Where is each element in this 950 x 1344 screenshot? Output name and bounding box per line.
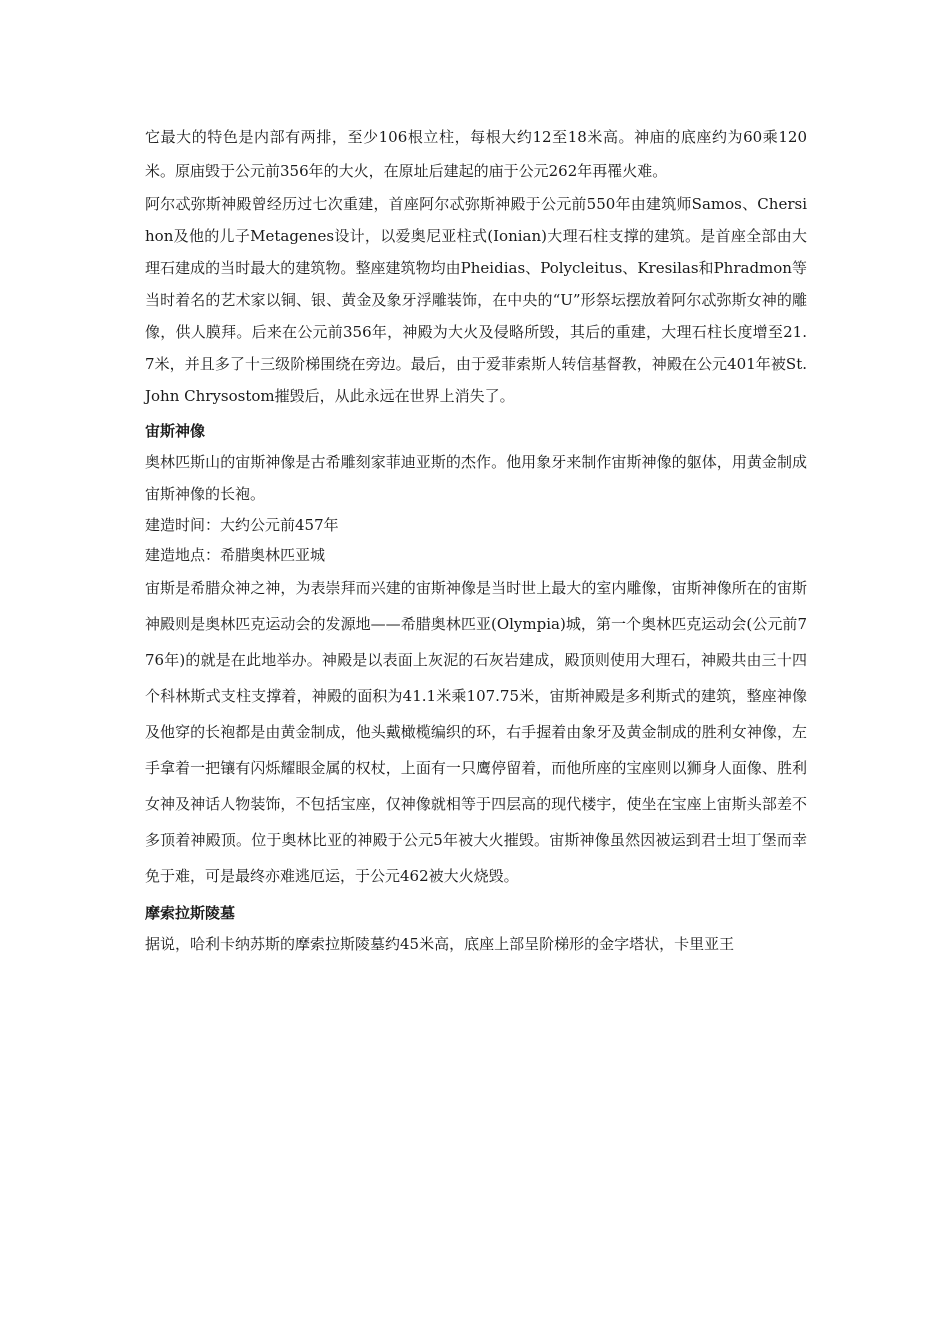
paragraph-zeus-build-place: 建造地点：希腊奥林匹亚城 — [145, 546, 326, 564]
paragraph-temple-intro: 它最大的特色是内部有两排，至少106根立柱，每根大约12至18米高。神庙的底座约为60乘120米。原庙毁于公元前356年的大火，在原址后建起的庙于公元262年再罹火难。 — [145, 128, 807, 180]
paragraph-mausoleum-intro: 据说，哈利卡纳苏斯的摩索拉斯陵墓约45米高，底座上部呈阶梯形的金字塔状，卡里亚王 — [145, 935, 735, 953]
section-heading-mausoleum: 摩索拉斯陵墓 — [145, 904, 236, 922]
paragraph-zeus-description: 宙斯是希腊众神之神，为表崇拜而兴建的宙斯神像是当时世上最大的室内雕像，宙斯神像所在的宙斯神殿则是奥林匹克运动会的发源地——希腊奥林匹亚(Olympia)城，第一个奥林匹克运动会(公元前776年)的就是在此地举办。神殿是以表面上灰泥的石灰岩建成，殿顶则使用大理石，神殿共由三十四个科林斯式支柱支撑着，神殿的面积为41.1米乘107.75米，宙斯神殿是多利斯式的建筑，整座神像及他穿的长袍都是由黄金制成，他头戴橄榄编织的环，右手握着由象牙及黄金制成的胜利女神像，左手拿着一把镶有闪烁耀眼金属的权杖，上面有一只鹰停留着，而他所座的宝座则以狮身人面像、胜利女神及神话人物装饰，不包括宝座，仅神像就相等于四层高的现代楼宇，使坐在宝座上宙斯头部差不多顶着神殿顶。位于奥林比亚的神殿于公元5年被大火摧毁。宙斯神像虽然因被运到君士坦丁堡而幸免于难，可是最终亦难逃厄运，于公元462被大火烧毁。 — [145, 579, 807, 885]
paragraph-zeus-build-time: 建造时间：大约公元前457年 — [145, 516, 339, 534]
section-heading-zeus: 宙斯神像 — [145, 422, 206, 440]
document-body — [145, 121, 807, 960]
paragraph-artemis-history: 阿尔忒弥斯神殿曾经历过七次重建，首座阿尔忒弥斯神殿于公元前550年由建筑师Samos、Chersihon及他的儿子Metagenes设计，以爱奥尼亚柱式(Ionian)大理石柱支撑的建筑。是首座全部由大理石建成的当时最大的建筑物。整座建筑物均由Pheidias、Polycleitus、Kresilas和Phradmon等当时着名的艺术家以铜、银、黄金及象牙浮雕装饰，在中央的“U”形祭坛摆放着阿尔忒弥斯女神的雕像，供人膜拜。后来在公元前356年，神殿为大火及侵略所毁，其后的重建，大理石柱长度增至21.7米，并且多了十三级阶梯围绕在旁边。最后，由于爱菲索斯人转信基督教，神殿在公元401年被St. John Chrysostom摧毁后，从此永远在世界上消失了。 — [145, 195, 807, 405]
paragraph-zeus-intro: 奥林匹斯山的宙斯神像是古希雕刻家菲迪亚斯的杰作。他用象牙来制作宙斯神像的躯体，用黄金制成宙斯神像的长袍。 — [145, 453, 807, 503]
